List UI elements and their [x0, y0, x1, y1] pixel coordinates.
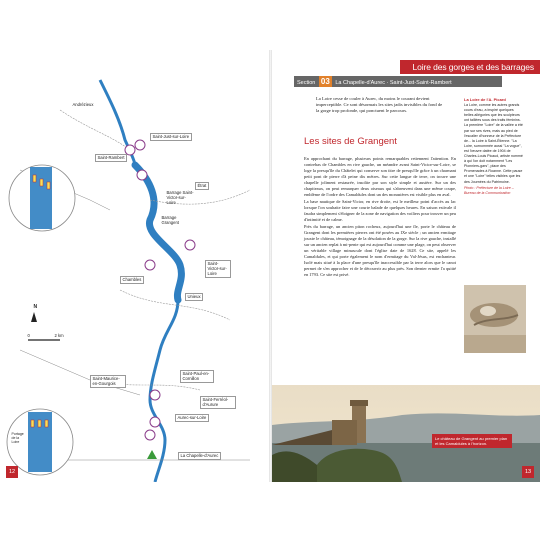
sidebar-title: La Loire de l'A. Picard [464, 97, 506, 102]
right-page [272, 50, 540, 482]
book-spread [0, 50, 540, 482]
town-label: Andrézieux [72, 102, 94, 108]
town-label: Unieux [185, 293, 203, 301]
inset-label: Portage de la Loire [11, 432, 24, 445]
statue-photo [464, 285, 526, 353]
scale-label-end: 2 km [54, 333, 64, 339]
route-number: 03 [320, 77, 330, 86]
north-arrow [31, 312, 37, 322]
photo-caption: Le château de Grangent au premier plan et les Camaldules à l'horizon. [432, 434, 512, 448]
page-number-left: 12 [6, 466, 18, 478]
section-title: Loire des gorges et des barrages [400, 60, 540, 74]
route-text: La Chapelle-d'Aurec · Saint-Just-Saint-Rambert [335, 80, 452, 86]
sidebar-credit: Photo : Préfecture de la Loire – Bureau de la Communication [464, 185, 514, 195]
section-heading: Les sites de Grangent [304, 136, 397, 147]
route-prefix: Section [297, 80, 316, 86]
scale-label-start: 0 [27, 333, 30, 339]
sidebar-text: La Loire, comme les autres grands cours d'eau, a inspiré quelques belles allégories que les sculpteurs ont taillées sous des traits féminins. La première "Loire" de la vallée a été par sur ses rives, mais au pied de l'escalier d'honneur de la Préfecture de... la Loire à Saint-Étienne. "La Loire, surnommée aussi "La vogue", est l'œuvre datée de 1904 de Charles-Louis Picaud, artiste nommé à qui l'on doit notamment "Les Pionniers-gars", place des Promenades à Roanne. Cette pause et une "Loire" telles visibles que les des Journées du Patrimoine. [464, 103, 523, 184]
body-text [304, 156, 456, 278]
town-label: Saint-Ferréol-d'Aurure [200, 396, 236, 409]
body-paragraph: La base nautique de Saint-Victor, en rive droite, est le meilleur point d'accès au lac lorsque l'on souhaite faire une courte balade de quelques heures. En saison estivale il faudra simplement s'éloigner de la zone de navigation des voiliers pour trouver un peu d'intimité et de calme. [304, 198, 456, 222]
town-label: Barrage Saint-Victor-sur-Loire [166, 190, 194, 206]
route-bar [294, 76, 502, 87]
north-label: N [33, 304, 38, 311]
page-number-right: 13 [522, 466, 534, 478]
body-paragraph: En approchant du barrage, plusieurs points remarquables retiennent l'attention. En contrebas de Chambles en rive gauche, un méandre avant Saint-Victor-sur-Loire, se loge la presqu'île du Châtelet qui conserve son titre de presqu'île grâce à un charmant petit pont de pierre d'à peine dix mètres. Sur cette langue de terre, on trouve une chapelle joliment restaurée, insolite par son style simple et austère. Sur un des chapiteaux, on peut remarquer deux oiseaux qui s'abreuvent dans une même coupe, emblème de l'ordre des Camaldules dont un des monastères est visible plus en aval. [304, 156, 456, 198]
town-label: Saint-Victor-sur-Loire [205, 260, 231, 278]
town-label: Aurec-sur-Loire [175, 414, 209, 422]
town-label: Saint-Maurice-en-Gourgois [90, 375, 126, 388]
town-label: La Chapelle-d'Aurec [178, 452, 221, 460]
town-label: Étrat [195, 182, 209, 190]
town-label: Saint-Just-sur-Loire [150, 133, 192, 141]
town-label: Saint-Rambert [95, 154, 127, 162]
town-label: Chambles [120, 276, 144, 284]
sidebar-box [464, 97, 524, 196]
left-page [0, 50, 270, 482]
body-paragraph: Près du barrage, un ancien piton rocheux, aujourd'hui une île, porte le château de Grangent dont les premières pierres ont été posées au IXe siècle ; un ancien ermitage jouxte le château, témoignage de la désolation de la gorge. Sur la rive gauche, installé sur un ancien replat à mi-pente qui est aujourd'hui comme une plage, on peut observer un véritable village minuscule dont l'église date de 1628. Ce site, appelé les Camaldules, et qui porte également le nom d'ermitage du Val-Jésus, est enchanteur. Isolé mais situé à la place d'une presqu'île inaccessible par la terre alors que le canot permet de s'en approcher et de le découvrir au plus près. Son dernier ermite l'a quitté en 1793. Ce site est privé. [304, 223, 456, 277]
intro-paragraph: La Loire cesse de couler à Aurec, du moins le courant devient imperceptible. Ce sont désormais les sites jadis invisibles du fond de la gorge trop profonde, qui ponctuent le parcours. [316, 96, 443, 114]
town-label: Barrage Grangent [161, 215, 179, 226]
town-label: Saint-Paul-en-Cornillon [180, 370, 214, 383]
